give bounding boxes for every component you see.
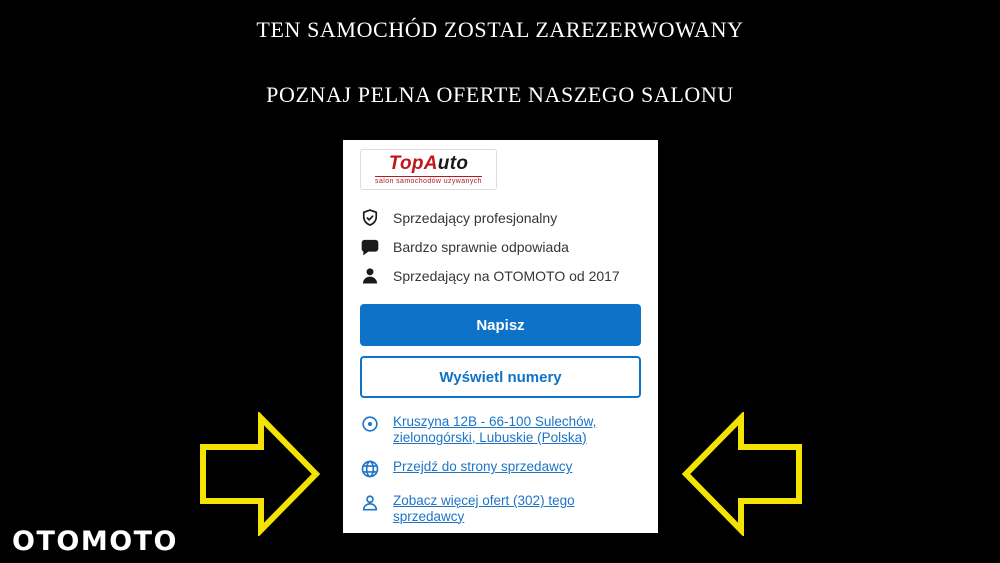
write-message-button[interactable]: Napisz bbox=[360, 304, 641, 346]
logo-text-red: TopA bbox=[388, 153, 438, 174]
seller-website-link[interactable]: Przejdź do strony sprzedawcy bbox=[393, 459, 573, 474]
seller-links bbox=[360, 414, 641, 524]
badge-fast-reply bbox=[360, 232, 641, 261]
otomoto-logo: OTOMOTO bbox=[12, 526, 179, 557]
show-phone-numbers-button[interactable]: Wyświetl numery bbox=[360, 356, 641, 398]
seller-address-row bbox=[360, 414, 641, 445]
seller-more-offers-link[interactable]: Zobacz więcej ofert (302) tego sprzedawcy bbox=[393, 493, 575, 524]
seller-logo[interactable] bbox=[360, 149, 497, 190]
person-icon bbox=[360, 266, 380, 286]
badge-professional-seller bbox=[360, 203, 641, 232]
chat-bubble-icon bbox=[360, 237, 380, 257]
badge-label: Bardzo sprawnie odpowiada bbox=[393, 238, 569, 255]
person-outline-icon bbox=[360, 493, 380, 513]
banner-title-reserved: TEN SAMOCHÓD ZOSTAL ZAREZERWOWANY bbox=[256, 17, 744, 42]
badge-member-since bbox=[360, 261, 641, 290]
logo-text-dark: uto bbox=[437, 153, 469, 174]
seller-website-row bbox=[360, 459, 641, 479]
seller-more-offers-row bbox=[360, 493, 641, 524]
banner-subtitle-offer: POZNAJ PELNA OFERTE NASZEGO SALONU bbox=[266, 82, 734, 107]
seller-address-link[interactable]: Kruszyna 12B - 66-100 Sulechów, zielonogórski, Lubuskie (Polska) bbox=[393, 414, 597, 445]
badge-label: Sprzedający na OTOMOTO od 2017 bbox=[393, 267, 620, 284]
seller-logo-text bbox=[389, 154, 469, 173]
arrow-left-icon bbox=[680, 412, 804, 536]
seller-badges bbox=[360, 203, 641, 290]
shield-check-icon bbox=[360, 208, 380, 228]
location-pin-icon bbox=[360, 414, 380, 434]
globe-icon bbox=[360, 459, 380, 479]
arrow-right-icon bbox=[198, 412, 322, 536]
seller-info-card bbox=[343, 140, 658, 533]
badge-label: Sprzedający profesjonalny bbox=[393, 209, 558, 226]
seller-logo-tagline: salon samochodów używanych bbox=[375, 178, 482, 185]
